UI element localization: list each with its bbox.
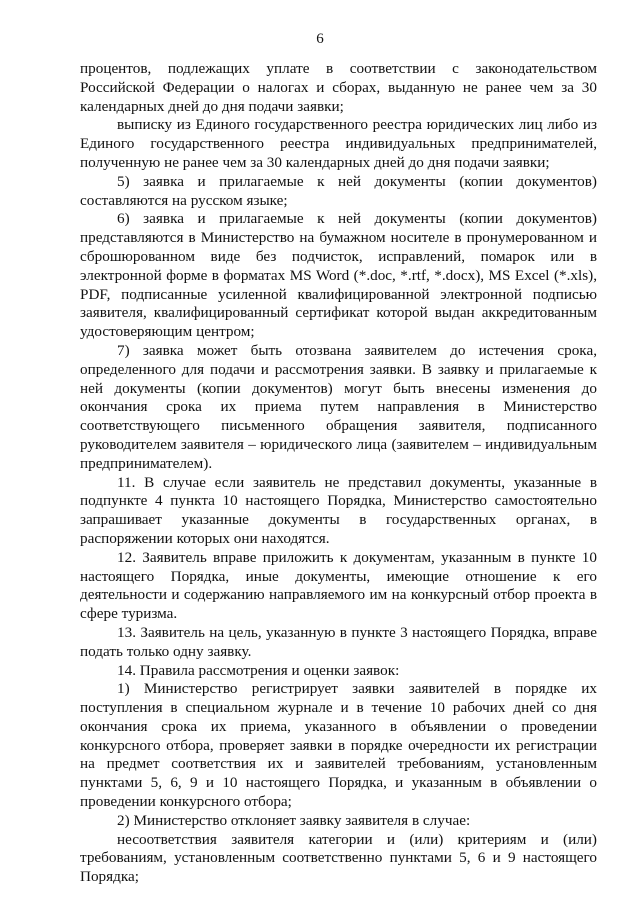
paragraph: несоответствия заявителя категории и (или) критериям и (или) требованиям, установленным соответственно пунктами 5, 6 и 9 настоящего Порядка;	[80, 830, 597, 886]
paragraph: 6) заявка и прилагаемые к ней документы (копии документов) представляются в Министерство на бумажном носителе в пронумерованном и сброшюрованном виде без подчисток, исправлений, помарок или в электронной форме в форматах MS Word (*.doc, *.rtf, *.docx), MS Excel (*.xls), PDF, подписанные усиленной квалифицированной электронной подписью заявителя, квалифицированный сертификат которой выдан аккредитованным удостоверяющим центром;	[80, 210, 597, 341]
paragraph: 12. Заявитель вправе приложить к документам, указанным в пункте 10 настоящего Порядка, иные документы, имеющие отношение к его деятельности и содержанию направляемого им на конкурсный отбор проекта в сфере туризма.	[80, 548, 597, 623]
paragraph: 1) Министерство регистрирует заявки заявителей в порядке их поступления в специальном журнале и в течение 10 рабочих дней со дня окончания срока их приема, указанного в объявлении о проведении конкурсного отбора, проверяет заявки в порядке очередности их регистрации на предмет соответствия их и заявителей требованиям, установленным пунктами 5, 6, 9 и 10 настоящего Порядка, и указанным в объявлении о проведении конкурсного отбора;	[80, 680, 597, 811]
paragraph: 5) заявка и прилагаемые к ней документы (копии документов) составляются на русском языке;	[80, 172, 597, 209]
paragraph: 2) Министерство отклоняет заявку заявителя в случае:	[117, 811, 471, 829]
document-body	[80, 60, 597, 887]
paragraph: выписку из Единого государственного реестра юридических лиц либо из Единого государственного реестра индивидуальных предпринимателей, полученную не ранее чем за 30 календарных дней до дня подачи заявки;	[80, 116, 597, 171]
paragraph: 7) заявка может быть отозвана заявителем до истечения срока, определенного для подачи и рассмотрения заявки. В заявку и прилагаемые к ней документы (копии документов) могут быть внесены изменения до окончания срока их приема путем направления в Министерство соответствующего письменного обращения заявителя, подписанного руководителем заявителя – юридического лица (заявителем – индивидуальным предпринимателем).	[80, 341, 597, 472]
paragraph: процентов, подлежащих уплате в соответствии с законодательством Российской Федерации о налогах и сборах, выданную не ранее чем за 30 календарных дней до дня подачи заявки;	[80, 60, 597, 115]
paragraph: 11. В случае если заявитель не представил документы, указанные в подпункте 4 пункта 10 настоящего Порядка, Министерство самостоятельно запрашивает указанные документы в государственных органах, в распоряжении которых они находятся.	[80, 473, 597, 547]
page-number: 6	[316, 31, 324, 47]
paragraph: 14. Правила рассмотрения и оценки заявок:	[117, 661, 400, 679]
paragraph: 13. Заявитель на цель, указанную в пункте 3 настоящего Порядка, вправе подать только одну заявку.	[80, 623, 597, 660]
